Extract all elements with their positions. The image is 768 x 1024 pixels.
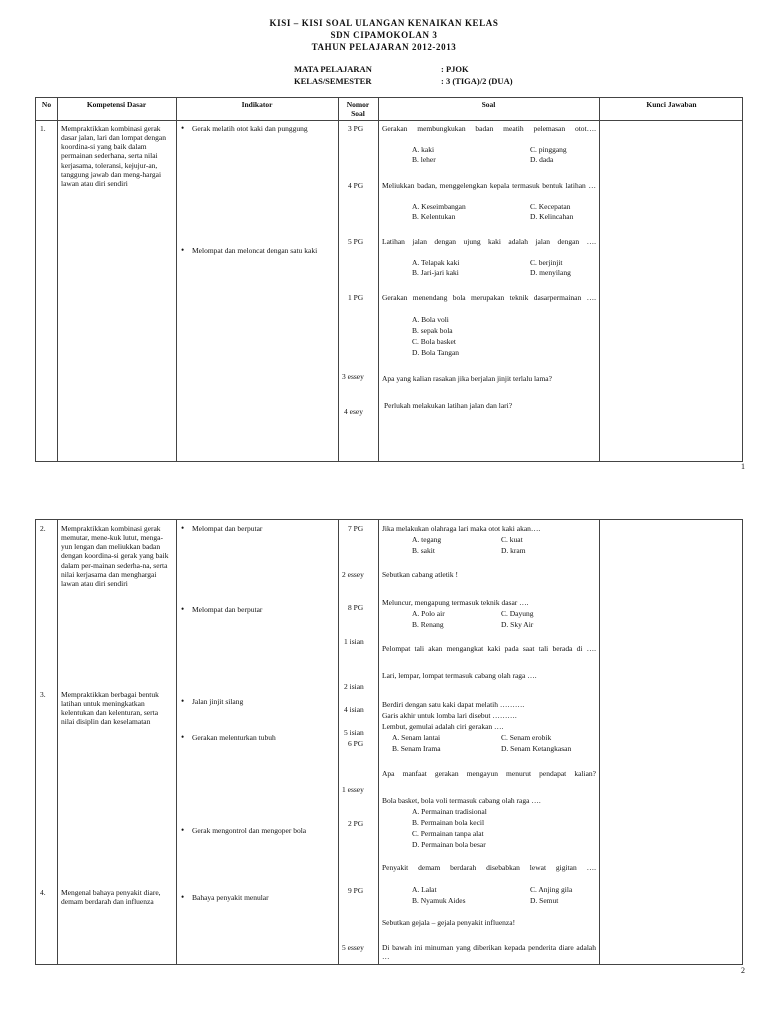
option: D. Kelincahan <box>530 212 574 221</box>
question-text: Sebutkan gejala – gejala penyakit influenza! <box>382 918 516 927</box>
option: B. sakit <box>412 546 435 555</box>
page-number: 1 <box>741 462 745 471</box>
question-text: Penyakit demam berdarah disebabkan lewat gigitan …. <box>382 863 596 872</box>
option: C. pinggang <box>530 145 567 154</box>
option: A. tegang <box>412 535 442 544</box>
indikator-item: • Gerak mengontrol dan mengoper bola <box>181 826 331 835</box>
row-number: 4. <box>40 888 46 897</box>
col-header-soal: Soal <box>481 100 496 109</box>
question-text: Pelompat tali akan mengangkat kaki pada saat tali berada di …. <box>382 644 596 653</box>
indikator-item: • Gerakan melenturkan tubuh <box>181 733 331 742</box>
question-text: Di bawah ini minuman yang diberikan kepada penderita diare adalah … <box>382 943 596 962</box>
option: D. menyilang <box>530 268 571 277</box>
indikator-item: • Bahaya penyakit menular <box>181 893 331 902</box>
grid-table-page-1 <box>35 97 743 462</box>
option: D. Senam Ketangkasan <box>501 744 572 753</box>
option: C. Anjing gila <box>530 885 573 894</box>
col-header-kunci: Kunci Jawaban <box>646 100 697 109</box>
subject-value: : PJOK <box>441 64 469 74</box>
question-number: 3 PG <box>348 124 364 133</box>
option: B. sepak bola <box>412 326 453 335</box>
option: C. Senam erobik <box>501 733 552 742</box>
option: A. Permainan tradisional <box>412 807 487 816</box>
question-number: 4 PG <box>348 181 364 190</box>
question-number: 9 PG <box>348 886 364 895</box>
indikator-item: • Gerak melatih otot kaki dan punggung <box>181 124 331 133</box>
option: B. Jari-jari kaki <box>412 268 459 277</box>
question-number: 4 esey <box>344 407 363 416</box>
doc-title: KISI – KISI SOAL ULANGAN KENAIKAN KELAS <box>269 18 499 28</box>
option: B. Renang <box>412 620 444 629</box>
option: C. Bola basket <box>412 337 456 346</box>
class-value: : 3 (TIGA)/2 (DUA) <box>441 76 513 86</box>
row-number: 2. <box>40 524 46 533</box>
option: C. berjinjit <box>530 258 563 267</box>
page-number: 2 <box>741 966 745 975</box>
question-text: Jika melakukan olahraga lari maka otot kaki akan…. <box>382 524 541 533</box>
option: A. kaki <box>412 145 435 154</box>
question-number: 2 essey <box>342 570 364 579</box>
kompetensi-dasar: Mengenal bahaya penyakit diare, demam berdarah dan influenza <box>61 888 161 907</box>
question-number: 4 isian <box>344 705 364 714</box>
option: D. Bola Tangan <box>412 348 460 357</box>
question-number: 6 PG <box>348 739 364 748</box>
indikator-item: • Jalan jinjit silang <box>181 697 331 706</box>
question-number: 5 PG <box>348 237 364 246</box>
question-text: Berdiri dengan satu kaki dapat melatih ………. <box>382 700 525 709</box>
option: B. Kelentukan <box>412 212 456 221</box>
question-number: 1 PG <box>348 293 364 302</box>
option: B. Senam Irama <box>392 744 441 753</box>
academic-year: TAHUN PELAJARAN 2012-2013 <box>311 42 457 52</box>
col-header-indikator: Indikator <box>241 100 273 109</box>
option: A. Bola voli <box>412 315 449 324</box>
question-text: Latihan jalan dengan ujung kaki adalah jalan dengan …. <box>382 237 596 246</box>
question-text: Meliukkan badan, menggelengkan kepala termasuk bentuk latihan … <box>382 181 596 190</box>
grid-table-page-2 <box>35 519 743 965</box>
option: C. Dayung <box>501 609 534 618</box>
option: A. Senam lantai <box>392 733 441 742</box>
option: A. Keseimbangan <box>412 202 466 211</box>
option: C. Permainan tanpa alat <box>412 829 484 838</box>
question-number: 2 PG <box>348 819 364 828</box>
question-text: Gerakan menendang bola merupakan teknik dasarpermainan …. <box>382 293 596 302</box>
indikator-item: • Melompat dan berputar <box>181 605 331 614</box>
col-header-kd: Kompetensi Dasar <box>86 100 147 109</box>
col-header-no: No <box>41 100 52 109</box>
question-text: Apa manfaat gerakan mengayun menurut pendapat kalian? <box>382 769 596 778</box>
question-number: 1 isian <box>344 637 364 646</box>
option: A. Polo air <box>412 609 445 618</box>
row-number: 1. <box>40 124 46 133</box>
option: A. Telapak kaki <box>412 258 460 267</box>
row-number: 3. <box>40 690 46 699</box>
indikator-item: • Melompat dan meloncat dengan satu kaki <box>181 246 331 255</box>
option: D. dada <box>530 155 554 164</box>
col-header-nomor-soal: Soal <box>351 109 365 118</box>
option: C. Kecepatan <box>530 202 571 211</box>
question-text: Sebutkan cabang atletik ! <box>382 570 459 579</box>
question-text: Gerakan membungkukan badan meatih pelemasan otot…. <box>382 124 596 133</box>
indikator-item: • Melompat dan berputar <box>181 524 331 533</box>
option: A. Lalat <box>412 885 437 894</box>
question-text: Lari, lempar, lompat termasuk cabang olah raga …. <box>382 671 537 680</box>
question-text: Meluncur, mengapung termasuk teknik dasar …. <box>382 598 529 607</box>
question-text: Lembut, gemulai adalah ciri gerakan …. <box>382 722 504 731</box>
class-label: KELAS/SEMESTER <box>294 76 372 86</box>
kompetensi-dasar: Mempraktikkan kombinasi gerak memutar, mene-kuk lutut, menga-yun lengan dan meliukkan badan dengan koordina-si gerak yang baik dalam per-mainan sederha-na, serta nilai kerjasama dan menghargai lawan atau diri sendiri <box>61 524 169 588</box>
col-header-nomor: Nomor <box>346 100 370 109</box>
question-text: Bola basket, bola voli termasuk cabang olah raga …. <box>382 796 541 805</box>
option: B. Nyamuk Aides <box>412 896 466 905</box>
school-name: SDN CIPAMOKOLAN 3 <box>330 30 438 40</box>
question-number: 5 essey <box>342 943 364 952</box>
question-number: 2 isian <box>344 682 364 691</box>
option: C. kuat <box>501 535 523 544</box>
kompetensi-dasar: Mempraktikkan berbagai bentuk latihan untuk meningkatkan kelentukan dan kelenturan, serta nilai disiplin dan keselamatan <box>61 690 159 727</box>
question-text: Apa yang kalian rasakan jika berjalan jinjit terlalu lama? <box>382 374 552 383</box>
question-text: Garis akhir untuk lomba lari disebut ………. <box>382 711 517 720</box>
question-number: 3 essey <box>342 372 364 381</box>
option: B. Permainan bola kecil <box>412 818 485 827</box>
option: D. Permainan bola besar <box>412 840 486 849</box>
question-number: 8 PG <box>348 603 364 612</box>
kompetensi-dasar: Mempraktikkan kombinasi gerak dasar jalan, lari dan lompat dengan koordina-si yang baik dalam permainan sederhana, serta nilai kerjasama, toleransi, kejujur-an, tanggung jawab dan meng-hargai lawan atau diri sendiri <box>61 124 166 188</box>
option: D. Semut <box>530 896 559 905</box>
option: D. kram <box>501 546 526 555</box>
question-text: Perlukah melakukan latihan jalan dan lari? <box>384 401 513 410</box>
subject-label: MATA PELAJARAN <box>294 64 372 74</box>
option: B. leher <box>412 155 436 164</box>
question-number: 5 isian <box>344 728 364 737</box>
question-number: 1 essey <box>342 785 364 794</box>
option: D. Sky Air <box>501 620 534 629</box>
question-number: 7 PG <box>348 524 364 533</box>
